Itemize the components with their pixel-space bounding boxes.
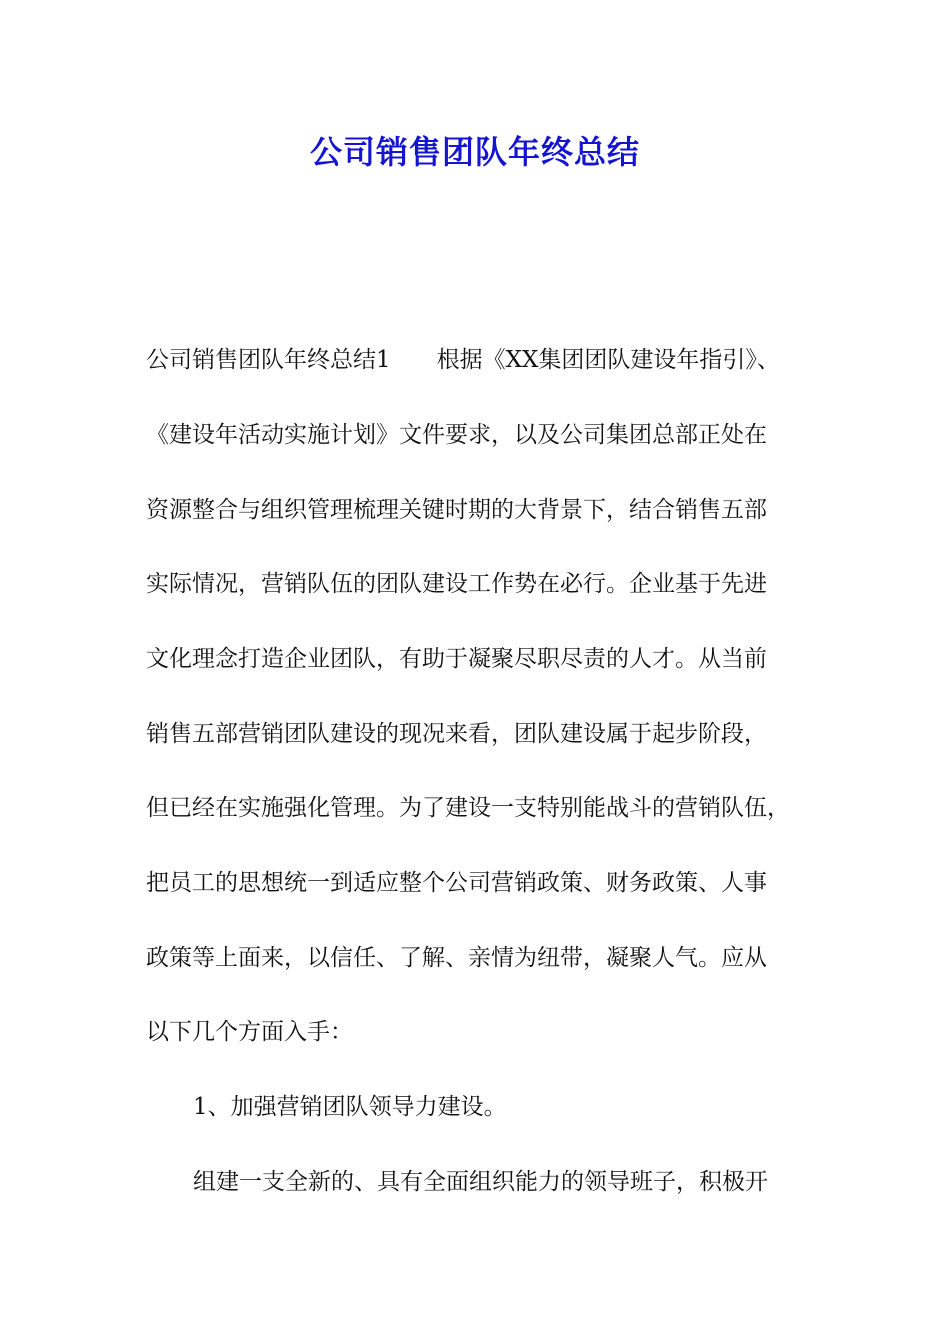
paragraph-line xyxy=(146,343,780,377)
section-heading: 1、加强营销团队领导力建设。 xyxy=(193,1094,507,1120)
paragraph-line: 以下几个方面入手： xyxy=(146,1019,353,1045)
paragraph-line: 资源整合与组织管理梳理关键时期的大背景下，结合销售五部 xyxy=(146,497,767,523)
paragraph-line: 组建一支全新的、具有全面组织能力的领导班子，积极开 xyxy=(193,1169,768,1195)
first-line-heading: 公司销售团队年终总结1 xyxy=(146,347,391,373)
paragraph-line: 但已经在实施强化管理。为了建设一支特别能战斗的营销队伍， xyxy=(146,795,790,821)
first-line-text: 根据《XX集团团队建设年指引》、 xyxy=(436,347,780,373)
paragraph-line: 政策等上面来，以信任、了解、亲情为纽带，凝聚人气。应从 xyxy=(146,945,767,971)
paragraph-line: 把员工的思想统一到适应整个公司营销政策、财务政策、人事 xyxy=(146,870,767,896)
document-title: 公司销售团队年终总结 xyxy=(309,133,640,171)
paragraph-line: 文化理念打造企业团队，有助于凝聚尽职尽责的人才。从当前 xyxy=(146,646,767,672)
paragraph-line: 《建设年活动实施计划》文件要求，以及公司集团总部正处在 xyxy=(146,422,767,448)
paragraph-line: 实际情况，营销队伍的团队建设工作势在必行。企业基于先进 xyxy=(146,571,767,597)
paragraph-line: 销售五部营销团队建设的现况来看，团队建设属于起步阶段， xyxy=(146,721,767,747)
